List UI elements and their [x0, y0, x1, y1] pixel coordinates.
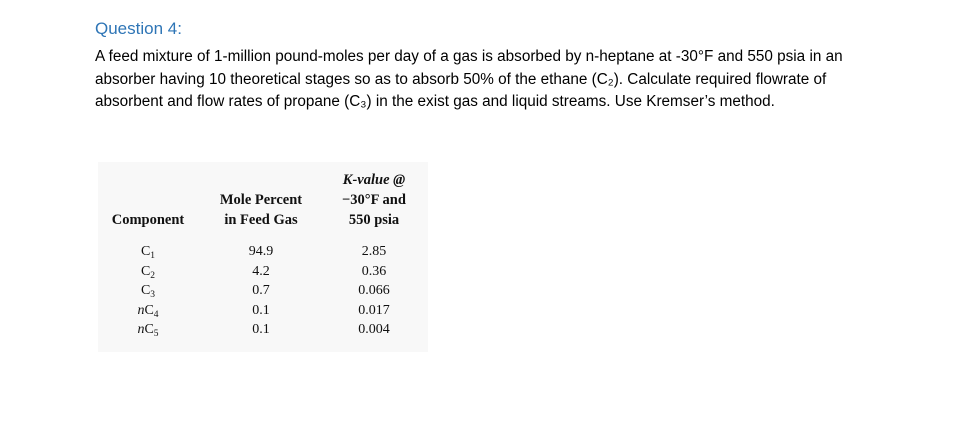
component-cell — [106, 301, 190, 321]
header-k-value-line1 — [328, 170, 420, 190]
component-base: C — [140, 244, 151, 259]
column-mole-percent — [206, 190, 316, 230]
header-k-value-line1-text: K-value @ — [342, 172, 406, 188]
header-component: Component — [111, 212, 185, 228]
component-subscript: 2 — [150, 270, 156, 281]
column-k-value — [328, 170, 420, 230]
component-cell — [106, 320, 190, 340]
component-prefix: n — [137, 322, 145, 337]
mole-percent-cell: 0.1 — [252, 302, 270, 318]
k-value-cell: 0.066 — [358, 283, 390, 298]
component-cell — [106, 242, 190, 262]
question-title: Question 4: — [95, 19, 182, 38]
column-component — [106, 210, 190, 230]
k-value-cell: 2.85 — [361, 244, 387, 259]
mole-percent-cell: 4.2 — [252, 263, 270, 279]
mole-percent-cell: 0.7 — [252, 283, 270, 298]
k-value-cell: 0.004 — [358, 322, 390, 337]
component-subscript: 5 — [153, 329, 159, 339]
header-mole-percent-line1: Mole Percent — [219, 192, 303, 208]
component-subscript: 1 — [150, 251, 156, 261]
component-cell — [106, 262, 190, 282]
k-value-cell: 0.36 — [361, 263, 387, 279]
component-base: C — [140, 283, 151, 298]
mole-percent-cell: 94.9 — [248, 244, 274, 259]
component-base: C — [144, 302, 154, 318]
component-prefix: n — [137, 302, 145, 318]
k-value-cells — [328, 242, 420, 340]
data-table — [98, 162, 428, 352]
k-value-cell: 0.017 — [358, 302, 390, 318]
mole-percent-cells — [206, 242, 316, 340]
mole-percent-cell: 0.1 — [252, 322, 270, 337]
component-base: C — [140, 263, 151, 279]
header-k-value-line2: −30°F and — [342, 192, 406, 208]
question-body: A feed mixture of 1-million pound-moles per day of a gas is absorbed by n-heptane at -30°F and 550 psia in an absorber having 10 theoretical stages so as to absorb 50% of the ethane (C₂). Calculate required flowrate of absorbent and flow rates of propane (C₃) in the exist gas and liquid streams. Use Kremser’s method. — [95, 48, 843, 110]
component-base: C — [144, 322, 154, 337]
header-k-value-line3: 550 psia — [348, 212, 400, 228]
component-subscript: 4 — [153, 309, 159, 320]
header-mole-percent-line2: in Feed Gas — [224, 212, 298, 228]
component-cells — [106, 242, 190, 340]
component-cell — [106, 281, 190, 301]
component-subscript: 3 — [150, 290, 156, 300]
